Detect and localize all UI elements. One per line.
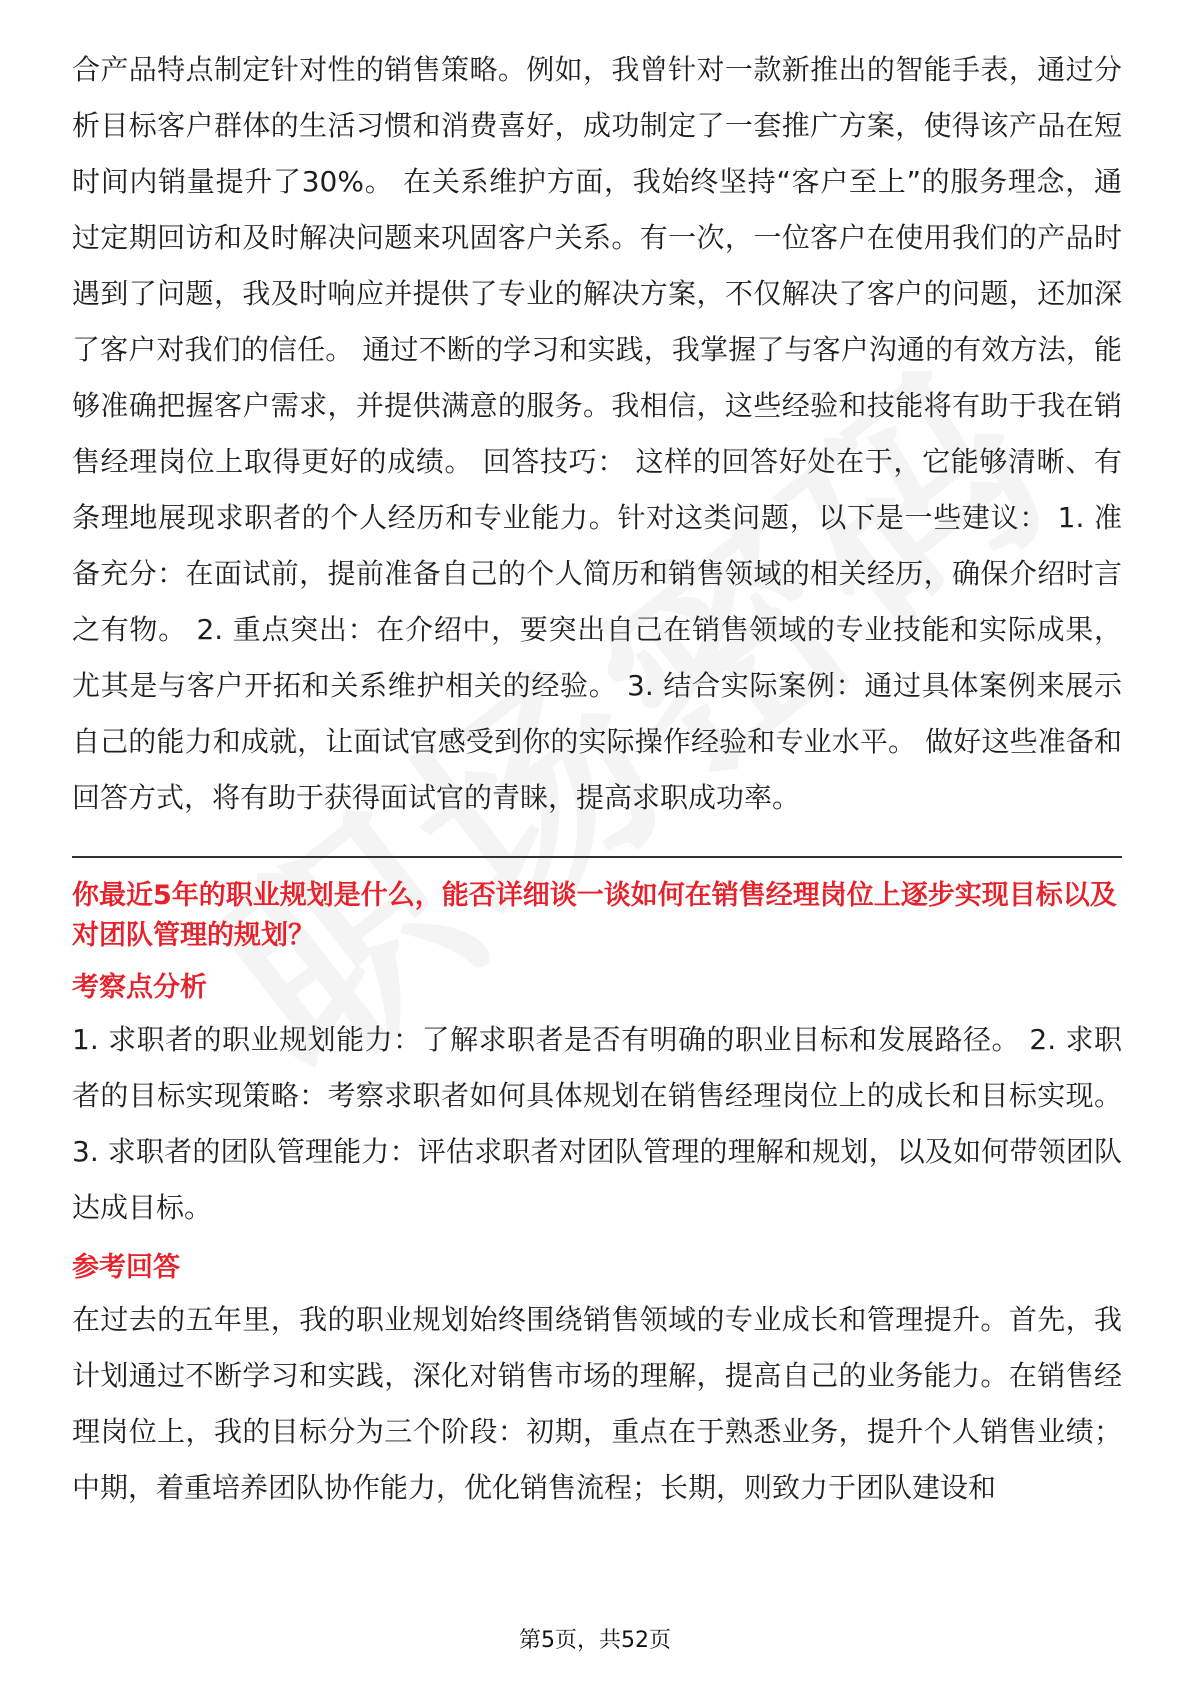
question-title: 你最近5年的职业规划是什么，能否详细谈一谈如何在销售经理岗位上逐步实现目标以及对团队管理的规划？ xyxy=(72,880,1117,951)
page-footer: 第5页，共52页 xyxy=(519,1628,671,1653)
analysis-heading: 考察点分析 xyxy=(72,972,207,1003)
analysis-paragraph: 1. 求职者的职业规划能力：了解求职者是否有明确的职业目标和发展路径。 2. 求职者的目标实现策略：考察求职者如何具体规划在销售经理岗位上的成长和目标实现。 3. 求职者的团队管理能力：评估求职者对团队管理的理解和规划，以及如何带领团队达成目标。 xyxy=(72,1023,1122,1224)
answer-paragraph: 在过去的五年里，我的职业规划始终围绕销售领域的专业成长和管理提升。首先，我计划通过不断学习和实践，深化对销售市场的理解，提高自己的业务能力。在销售经理岗位上，我的目标分为三个阶段：初期，重点在于熟悉业务，提升个人销售业绩；中期，着重培养团队协作能力，优化销售流程；长期，则致力于团队建设和 xyxy=(72,1303,1122,1504)
answer-heading: 参考回答 xyxy=(72,1252,180,1283)
section-divider xyxy=(72,856,1122,858)
page-content xyxy=(72,42,1122,1516)
intro-paragraph: 合产品特点制定针对性的销售策略。例如，我曾针对一款新推出的智能手表，通过分析目标客户群体的生活习惯和消费喜好，成功制定了一套推广方案，使得该产品在短时间内销量提升了30%。 在关系维护方面，我始终坚持“客户至上”的服务理念，通过定期回访和及时解决问题来巩固客户关系。有一次，一位客户在使用我们的产品时遇到了问题，我及时响应并提供了专业的解决方案，不仅解决了客户的问题，还加深了客户对我们的信任。 通过不断的学习和实践，我掌握了与客户沟通的有效方法，能够准确把握客户需求，并提供满意的服务。我相信，这些经验和技能将有助于我在销售经理岗位上取得更好的成绩。 回答技巧： 这样的回答好处在于，它能够清晰、有条理地展现求职者的个人经历和专业能力。针对这类问题，以下是一些建议： 1. 准备充分：在面试前，提前准备自己的个人简历和销售领域的相关经历，确保介绍时言之有物。 2. 重点突出：在介绍中，要突出自己在销售领域的专业技能和实际成果，尤其是与客户开拓和关系维护相关的经验。 3. 结合实际案例：通过具体案例来展示自己的能力和成就，让面试官感受到你的实际操作经验和专业水平。 做好这些准备和回答方式，将有助于获得面试官的青睐，提高求职成功率。 xyxy=(72,53,1122,814)
